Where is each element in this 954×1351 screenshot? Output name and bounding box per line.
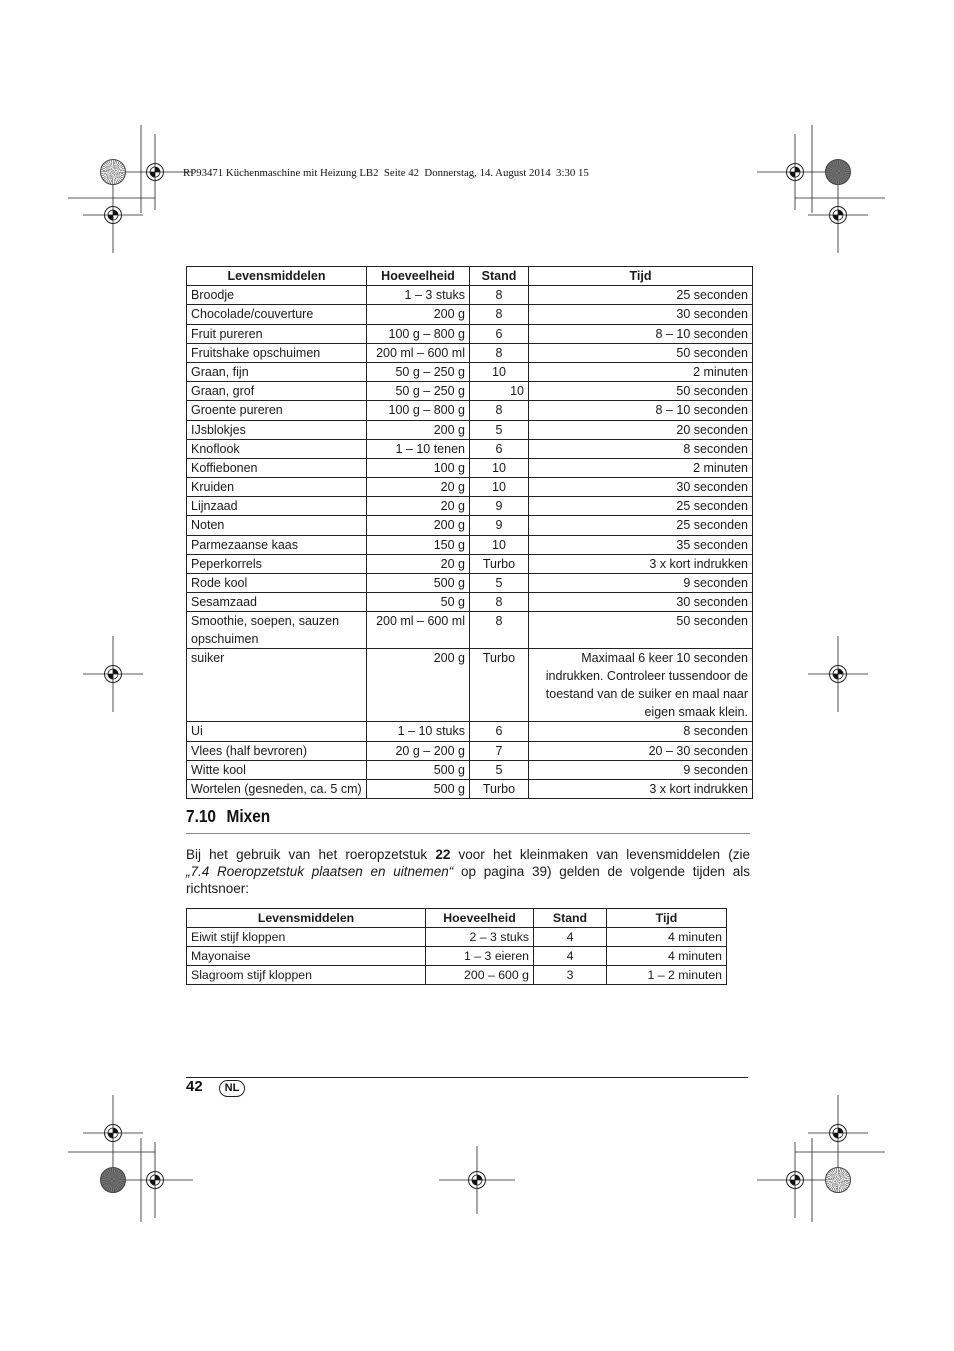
section-title: Mixen: [226, 806, 271, 826]
time-cell: 50 seconden: [529, 343, 753, 362]
table-row: [187, 439, 753, 458]
stand-cell: 10: [470, 478, 529, 497]
food-cell: Graan, grof: [187, 382, 367, 401]
target-quadrants: [790, 1175, 800, 1185]
target-quadrants: [833, 669, 843, 679]
grinding-times-table: [186, 266, 753, 799]
time-cell: 50 seconden: [529, 612, 753, 649]
food-cell: Knoflook: [187, 439, 367, 458]
table-row: [187, 612, 753, 649]
target-quadrants: [150, 167, 160, 177]
target-ring: [787, 164, 804, 181]
time-cell: 8 seconden: [529, 722, 753, 741]
time-cell: 25 seconden: [529, 516, 753, 535]
part-number: 22: [435, 847, 451, 862]
paragraph-text: voor het kleinmaken van levensmiddelen (zie: [450, 847, 750, 862]
quantity-cell: 1 – 3 eieren: [426, 947, 534, 966]
food-cell: Groente pureren: [187, 401, 367, 420]
quantity-cell: 20 g: [367, 554, 470, 573]
target-quadrants: [108, 1128, 118, 1138]
stand-cell: 8: [470, 343, 529, 362]
color-bar-disc-top-right: [825, 159, 851, 185]
food-cell: Rode kool: [187, 574, 367, 593]
target-quadrants: [472, 1175, 482, 1185]
table-row: [187, 947, 727, 966]
quantity-cell: 50 g – 250 g: [367, 362, 470, 381]
target-inner-ring: [790, 167, 800, 177]
column-header-stand: Stand: [534, 909, 607, 928]
registration-target: [808, 1095, 868, 1171]
quantity-cell: 20 g – 200 g: [367, 741, 470, 760]
time-cell: 1 – 2 minuten: [607, 966, 727, 985]
stand-cell: Turbo: [470, 554, 529, 573]
table-row: [187, 420, 753, 439]
target-quadrants: [833, 1128, 843, 1138]
table-row: [187, 286, 753, 305]
food-cell: Lijnzaad: [187, 497, 367, 516]
target-ring: [830, 666, 847, 683]
food-cell: Slagroom stijf kloppen: [187, 966, 426, 985]
quantity-cell: 200 ml – 600 ml: [367, 612, 470, 649]
quantity-cell: 50 g – 250 g: [367, 382, 470, 401]
target-ring: [830, 207, 847, 224]
time-cell: 8 seconden: [529, 439, 753, 458]
food-cell: Parmezaanse kaas: [187, 535, 367, 554]
food-cell: Ui: [187, 722, 367, 741]
time-cell: 30 seconden: [529, 305, 753, 324]
food-cell: Eiwit stijf kloppen: [187, 928, 426, 947]
stand-cell: 7: [470, 741, 529, 760]
time-cell: 20 – 30 seconden: [529, 741, 753, 760]
stand-cell: 6: [470, 439, 529, 458]
time-cell: 8 – 10 seconden: [529, 401, 753, 420]
food-cell: Chocolade/couverture: [187, 305, 367, 324]
table-row: [187, 497, 753, 516]
stand-cell: 10: [470, 535, 529, 554]
registration-target: [808, 177, 868, 253]
target-ring: [105, 1125, 122, 1142]
food-cell: Broodje: [187, 286, 367, 305]
quantity-cell: 1 – 10 tenen: [367, 439, 470, 458]
target-quadrants: [108, 669, 118, 679]
stand-cell: 5: [470, 760, 529, 779]
target-inner-ring: [108, 669, 118, 679]
table-row: [187, 305, 753, 324]
food-cell: Noten: [187, 516, 367, 535]
registration-target: [757, 1142, 833, 1218]
time-cell: 2 minuten: [529, 458, 753, 477]
table-row: [187, 362, 753, 381]
target-quadrants: [150, 1175, 160, 1185]
heading-divider: [186, 833, 750, 834]
food-cell: Graan, fijn: [187, 362, 367, 381]
time-cell: 3 x kort indrukken: [529, 779, 753, 798]
stand-cell: 3: [534, 966, 607, 985]
target-ring: [787, 1172, 804, 1189]
time-cell: 4 minuten: [607, 947, 727, 966]
target-inner-ring: [472, 1175, 482, 1185]
target-quadrants: [108, 210, 118, 220]
time-cell: 2 minuten: [529, 362, 753, 381]
stand-cell: Turbo: [470, 649, 529, 722]
food-cell: Koffiebonen: [187, 458, 367, 477]
food-cell: Vlees (half bevroren): [187, 741, 367, 760]
table-row: [187, 343, 753, 362]
time-cell: 20 seconden: [529, 420, 753, 439]
time-cell: 25 seconden: [529, 286, 753, 305]
quantity-cell: 200 – 600 g: [426, 966, 534, 985]
intro-paragraph: [186, 846, 750, 897]
target-ring: [147, 164, 164, 181]
table-row: [187, 324, 753, 343]
mixing-times-table: [186, 908, 727, 985]
stand-cell: 10: [470, 458, 529, 477]
registration-target: [808, 636, 868, 712]
time-cell: 8 – 10 seconden: [529, 324, 753, 343]
stand-cell: 10: [470, 382, 529, 401]
time-cell: 50 seconden: [529, 382, 753, 401]
stand-cell: 8: [470, 593, 529, 612]
quantity-cell: 20 g: [367, 478, 470, 497]
target-quadrants: [790, 167, 800, 177]
quantity-cell: 20 g: [367, 497, 470, 516]
time-cell: 9 seconden: [529, 574, 753, 593]
quantity-cell: 500 g: [367, 760, 470, 779]
table-row: [187, 722, 753, 741]
column-header-quantity: Hoeveelheid: [367, 267, 470, 286]
table-row: [187, 741, 753, 760]
stand-cell: 8: [470, 401, 529, 420]
registration-target: [83, 177, 143, 253]
table-row: [187, 554, 753, 573]
table-row: [187, 593, 753, 612]
table-row: [187, 928, 727, 947]
time-cell: 30 seconden: [529, 593, 753, 612]
food-cell: Kruiden: [187, 478, 367, 497]
food-cell: Fruit pureren: [187, 324, 367, 343]
food-cell: Sesamzaad: [187, 593, 367, 612]
table-row: [187, 779, 753, 798]
table-row: [187, 478, 753, 497]
paragraph-text: op pagina 39) gelden de volgende tijden als richtsnoer:: [186, 864, 750, 896]
time-cell: 35 seconden: [529, 535, 753, 554]
time-cell: 4 minuten: [607, 928, 727, 947]
time-cell: 3 x kort indrukken: [529, 554, 753, 573]
time-cell: 9 seconden: [529, 760, 753, 779]
target-inner-ring: [833, 210, 843, 220]
quantity-cell: 2 – 3 stuks: [426, 928, 534, 947]
target-inner-ring: [833, 669, 843, 679]
stand-cell: 10: [470, 362, 529, 381]
target-quadrants: [833, 210, 843, 220]
table-row: [187, 401, 753, 420]
quantity-cell: 200 g: [367, 516, 470, 535]
stand-cell: 6: [470, 324, 529, 343]
target-ring: [469, 1172, 486, 1189]
table-body: [187, 928, 727, 985]
stand-cell: 4: [534, 947, 607, 966]
target-inner-ring: [108, 210, 118, 220]
food-cell: Wortelen (gesneden, ca. 5 cm): [187, 779, 367, 798]
column-header-quantity: Hoeveelheid: [426, 909, 534, 928]
table-row: [187, 760, 753, 779]
paragraph-continuation: [186, 863, 750, 897]
table-row: [187, 382, 753, 401]
quantity-cell: 200 g: [367, 649, 470, 722]
table-row: [187, 574, 753, 593]
column-header-stand: Stand: [470, 267, 529, 286]
table-row: [187, 966, 727, 985]
quantity-cell: 1 – 3 stuks: [367, 286, 470, 305]
stand-cell: 8: [470, 612, 529, 649]
registration-target: [439, 1146, 515, 1214]
paragraph-line-1: [186, 846, 750, 863]
quantity-cell: 150 g: [367, 535, 470, 554]
food-cell: IJsblokjes: [187, 420, 367, 439]
food-cell: Fruitshake opschuimen: [187, 343, 367, 362]
color-bar-sunburst-top-left: [100, 159, 126, 185]
table-header-row: [187, 909, 727, 928]
language-badge: NL: [219, 1080, 245, 1097]
food-cell: Smoothie, soepen, sauzen opschuimen: [187, 612, 367, 649]
food-cell: Peperkorrels: [187, 554, 367, 573]
time-cell: 25 seconden: [529, 497, 753, 516]
color-bar-disc-bottom-left: [100, 1167, 126, 1193]
target-ring: [147, 1172, 164, 1189]
time-cell: 30 seconden: [529, 478, 753, 497]
quantity-cell: 200 g: [367, 420, 470, 439]
food-cell: Witte kool: [187, 760, 367, 779]
page-number: 42: [186, 1078, 203, 1095]
stand-cell: Turbo: [470, 779, 529, 798]
registration-target: [757, 134, 833, 210]
quantity-cell: 200 ml – 600 ml: [367, 343, 470, 362]
registration-target: [117, 134, 193, 210]
target-inner-ring: [790, 1175, 800, 1185]
table-row: [187, 649, 753, 722]
time-cell: Maximaal 6 keer 10 seconden indrukken. Controleer tussendoor de toestand van de suiker en maal naar eigen smaak klein.: [529, 649, 753, 722]
table-row: [187, 535, 753, 554]
registration-target: [83, 1095, 143, 1171]
target-ring: [105, 666, 122, 683]
quantity-cell: 50 g: [367, 593, 470, 612]
quantity-cell: 1 – 10 stuks: [367, 722, 470, 741]
stand-cell: 9: [470, 497, 529, 516]
registration-target: [117, 1142, 193, 1218]
quantity-cell: 500 g: [367, 779, 470, 798]
table-row: [187, 516, 753, 535]
footer-divider: [186, 1077, 748, 1078]
table-header-row: [187, 267, 753, 286]
quantity-cell: 100 g – 800 g: [367, 324, 470, 343]
quantity-cell: 100 g – 800 g: [367, 401, 470, 420]
column-header-time: Tijd: [607, 909, 727, 928]
stand-cell: 8: [470, 286, 529, 305]
stand-cell: 8: [470, 305, 529, 324]
quantity-cell: 500 g: [367, 574, 470, 593]
column-header-food: Levensmiddelen: [187, 267, 367, 286]
paragraph-text: Bij het gebruik van het roeropzetstuk: [186, 847, 436, 862]
quantity-cell: 100 g: [367, 458, 470, 477]
cross-reference: „7.4 Roeropzetstuk plaatsen en uitnemen“: [186, 864, 454, 879]
column-header-food: Levensmiddelen: [187, 909, 426, 928]
color-bar-sunburst-bottom-right: [825, 1167, 851, 1193]
column-header-time: Tijd: [529, 267, 753, 286]
stand-cell: 5: [470, 574, 529, 593]
table-row: [187, 458, 753, 477]
stand-cell: 9: [470, 516, 529, 535]
section-number: 7.10: [186, 806, 216, 826]
target-inner-ring: [150, 167, 160, 177]
section-heading: [186, 805, 270, 827]
print-slug-line: RP93471 Küchenmaschine mit Heizung LB2 Seite 42 Donnerstag, 14. August 2014 3:30 15: [183, 167, 589, 179]
target-ring: [105, 207, 122, 224]
registration-target: [83, 636, 143, 712]
table-body: [187, 286, 753, 799]
quantity-cell: 200 g: [367, 305, 470, 324]
stand-cell: 4: [534, 928, 607, 947]
target-ring: [830, 1125, 847, 1142]
stand-cell: 5: [470, 420, 529, 439]
target-inner-ring: [108, 1128, 118, 1138]
food-cell: Mayonaise: [187, 947, 426, 966]
target-inner-ring: [833, 1128, 843, 1138]
food-cell: suiker: [187, 649, 367, 722]
target-inner-ring: [150, 1175, 160, 1185]
stand-cell: 6: [470, 722, 529, 741]
